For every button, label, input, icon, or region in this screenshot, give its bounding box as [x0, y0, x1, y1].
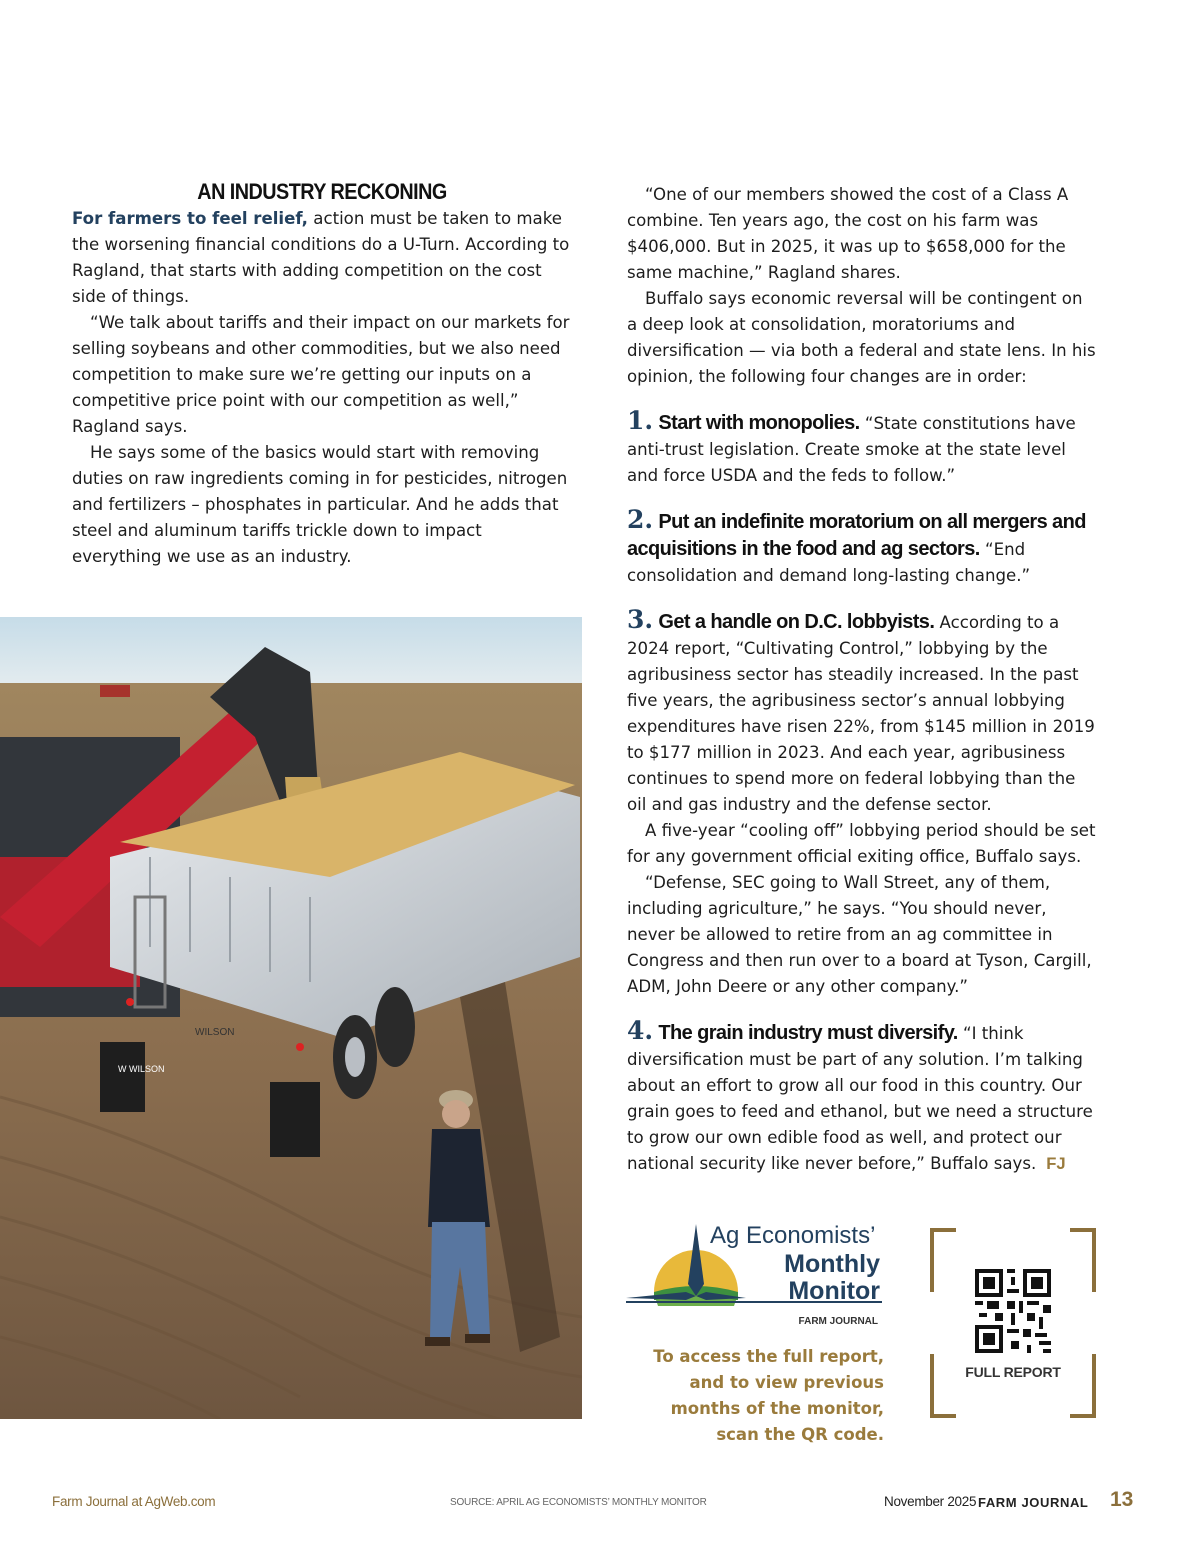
- qr-code-icon[interactable]: [975, 1268, 1051, 1354]
- footer-magazine-name: FARM JOURNAL: [978, 1495, 1089, 1510]
- footer-website: Farm Journal at AgWeb.com: [52, 1494, 216, 1509]
- paragraph: A five-year “cooling off” lobbying period should be set for any government official exiting office, Buffalo says.: [627, 821, 1096, 866]
- list-item: 4. The grain industry must diversify. “I think diversification must be part of any solution. I’m talking about an effort to grow all our food in this country. Our grain goes to feed and ethanol, but we need a structure to grow our own edible food as well, and protect our national security like never before,” Buffalo says. FJ: [627, 1016, 1093, 1173]
- logo-line-2: Monthly: [784, 1250, 880, 1278]
- paragraph: “Defense, SEC going to Wall Street, any of them, including agriculture,” he says. “You should never, never be allowed to retire from an ag committee in Congress and then run over to a board at Tyson, Cargill, ADM, John Deere or any other company.”: [627, 873, 1092, 996]
- right-column: [627, 182, 1097, 1177]
- list-item: 1. Start with monopolies. “State constitutions have anti-trust legislation. Create smoke at the state level and force USDA and the feds to follow.”: [627, 406, 1076, 485]
- trailer-brand: WILSON: [195, 1027, 235, 1038]
- footer-source: SOURCE: APRIL AG ECONOMISTS’ MONTHLY MONITOR: [450, 1497, 707, 1508]
- qr-label: FULL REPORT: [965, 1364, 1061, 1380]
- publisher-logo: FARM JOURNAL: [798, 1316, 878, 1327]
- bracket-corner: [1070, 1228, 1096, 1292]
- mudflap-logo: W WILSON: [118, 1064, 165, 1074]
- list-item: 2. Put an indefinite moratorium on all mergers and acquisitions in the food and ag sectors. “End consolidation and demand long-lasting change.”: [627, 505, 1086, 585]
- item-number: 4.: [627, 1016, 654, 1045]
- item-number: 1.: [627, 406, 654, 435]
- paragraph: “One of our members showed the cost of a Class A combine. Ten years ago, the cost on his farm was $406,000. But in 2025, it was up to $658,000 for the same machine,” Ragland shares.: [627, 185, 1069, 282]
- section-heading: AN INDUSTRY RECKONING: [197, 179, 447, 204]
- logo-line-1: Ag Economists’: [710, 1222, 876, 1249]
- harvest-photo: [0, 617, 582, 1419]
- logo-line-3: Monitor: [788, 1277, 880, 1305]
- item-heading: Get a handle on D.C. lobbyists.: [658, 611, 935, 633]
- list-item: 3. Get a handle on D.C. lobbyists. According to a 2024 report, “Cultivating Control,” lobbying by the agribusiness sector has steadily increased. In the past five years, the agribusiness sector’s annual lobbying expenditures have risen 22%, from $145 million in 2019 to $177 million in 2023. And each year, agribusiness continues to spend more on federal lobbying than the oil and gas industry and the defense sector.: [627, 605, 1095, 814]
- paragraph: Buffalo says economic reversal will be contingent on a deep look at consolidation, moratoriums and diversification — via both a federal and state lens. In his opinion, the following four changes are in order:: [627, 289, 1096, 386]
- end-mark: FJ: [1046, 1154, 1066, 1173]
- left-column: [72, 178, 572, 570]
- item-number: 2.: [627, 505, 654, 534]
- monthly-monitor-logo: [626, 1222, 888, 1332]
- paragraph: He says some of the basics would start with removing duties on raw ingredients coming in for pesticides, nitrogen and fertilizers – phosphates in particular. And he adds that steel and aluminum tariffs trickle down to impact everything we use as an industry.: [72, 443, 568, 566]
- item-heading: Put an indefinite moratorium on all mergers and acquisitions in the food and ag sectors.: [627, 511, 1086, 560]
- qr-box[interactable]: [930, 1228, 1096, 1418]
- item-heading: The grain industry must diversify.: [658, 1022, 958, 1044]
- report-cta: To access the full report, and to view previous months of the monitor, scan the QR code.: [653, 1347, 884, 1444]
- bracket-corner: [930, 1228, 956, 1292]
- lead-in: For farmers to feel relief,: [72, 209, 308, 228]
- photo-illustration: [0, 617, 582, 1419]
- item-heading: Start with monopolies.: [658, 412, 860, 434]
- paragraph: For farmers to feel relief, action must be taken to make the worsening financial conditions do a U-Turn. According to Ragland, that starts with adding competition on the cost side of things.: [72, 209, 570, 306]
- footer-date: November 2025: [884, 1494, 977, 1509]
- paragraph: “We talk about tariffs and their impact on our markets for selling soybeans and other commodities, but we also need competition to make sure we’re getting our inputs on a competitive price point with our competition as well,” Ragland says.: [72, 313, 570, 436]
- page-number: 13: [1110, 1488, 1134, 1511]
- item-number: 3.: [627, 605, 654, 634]
